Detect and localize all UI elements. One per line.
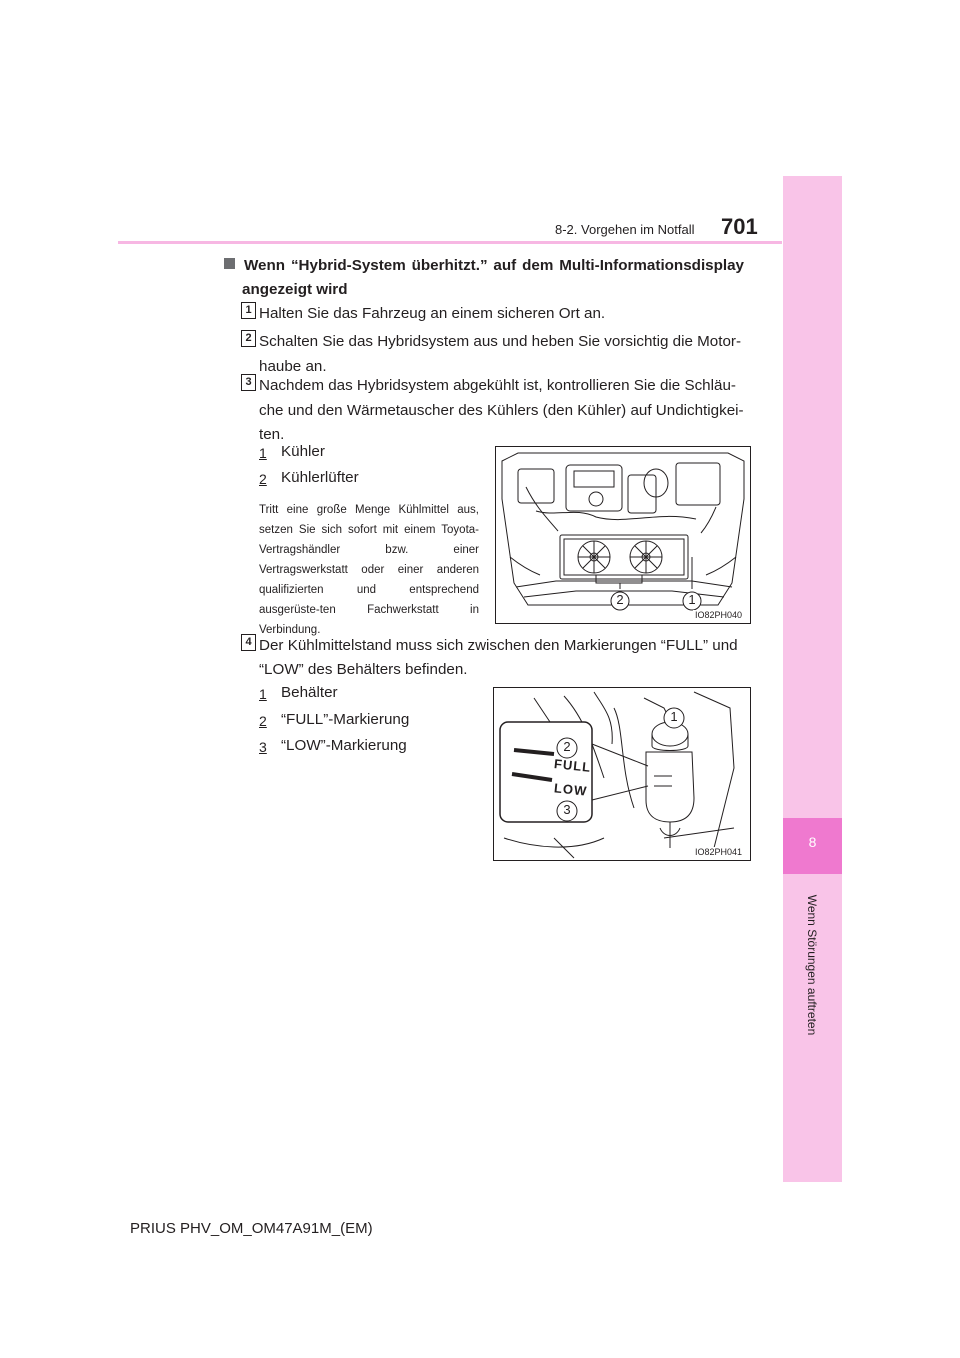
legend-1-label: Kühler: [281, 443, 325, 460]
section-heading: [224, 254, 744, 278]
reservoir-callout-1: 1: [670, 709, 678, 724]
heading-square-icon: [224, 258, 235, 269]
chapter-number: 8: [808, 834, 817, 850]
legend-2-2-number: 2: [259, 713, 267, 729]
figure-1-id: IO82PH040: [694, 610, 742, 620]
low-mark-label: LOW: [553, 780, 589, 799]
step-number-3: 3: [241, 374, 256, 391]
legend-2-label: Kühlerlüfter: [281, 469, 359, 486]
step-number-1: 1: [241, 302, 256, 319]
legend-1-number: 1: [259, 445, 267, 461]
legend-2-number: 2: [259, 471, 267, 487]
legend-2-1-number: 1: [259, 686, 267, 702]
heading-line-2: angezeigt wird: [242, 281, 348, 298]
low-mark-callout-3: 3: [563, 802, 571, 817]
coolant-leak-note: Tritt eine große Menge Kühlmittel aus, setzen Sie sich sofort mit einem Toyota-Vertragshändler bzw. einer Vertragswerkstatt oder einer anderen qualifizierten und entsprechend ausgerüste-ten Fachwerkstatt in Verbindung.: [259, 504, 479, 636]
document-code: PRIUS PHV_OM_OM47A91M_(EM): [130, 1220, 373, 1237]
legend-2-2-label: “FULL”-Markierung: [281, 711, 410, 728]
step-4-line-1: Der Kühlmittelstand muss sich zwischen den Markierungen “FULL” und: [259, 637, 738, 654]
reservoir-figure: [493, 687, 751, 861]
chapter-title: Wenn Störungen auftreten: [805, 894, 819, 1036]
page-number: 701: [721, 214, 758, 239]
step-number-2: 2: [241, 330, 256, 347]
step-3-line-3: ten.: [259, 426, 285, 443]
full-mark-label: FULL: [553, 756, 592, 775]
heading-line-1: Wenn “Hybrid-System überhitzt.” auf dem Multi-Informationsdisplay: [244, 257, 744, 274]
step-3-line-1: Nachdem das Hybridsystem abgekühlt ist, kontrollieren Sie die Schläu-: [259, 377, 736, 394]
step-3-line-2: che und den Wärmetauscher des Kühlers (den Kühler) auf Undichtigkei-: [259, 402, 744, 419]
legend-2-3-number: 3: [259, 739, 267, 755]
radiator-figure: [495, 446, 751, 624]
header-rule: [118, 241, 782, 244]
callout-2: 2: [616, 592, 624, 607]
header-section-title: 8-2. Vorgehen im Notfall: [555, 222, 695, 237]
callout-1: 1: [688, 592, 696, 607]
legend-2-1-label: Behälter: [281, 684, 338, 701]
step-1-text: Halten Sie das Fahrzeug an einem sicheren Ort an.: [259, 305, 606, 322]
reservoir-illustration: [494, 688, 750, 860]
step-4-line-2: “LOW” des Behälters befinden.: [259, 661, 468, 678]
full-mark-callout-2: 2: [563, 739, 571, 754]
figure-2-id: IO82PH041: [694, 847, 742, 857]
step-2-line-2: haube an.: [259, 358, 327, 375]
step-2-line-1: Schalten Sie das Hybridsystem aus und heben Sie vorsichtig die Motor-: [259, 333, 742, 350]
legend-2-3-label: “LOW”-Markierung: [281, 737, 407, 754]
step-number-4: 4: [241, 634, 256, 651]
